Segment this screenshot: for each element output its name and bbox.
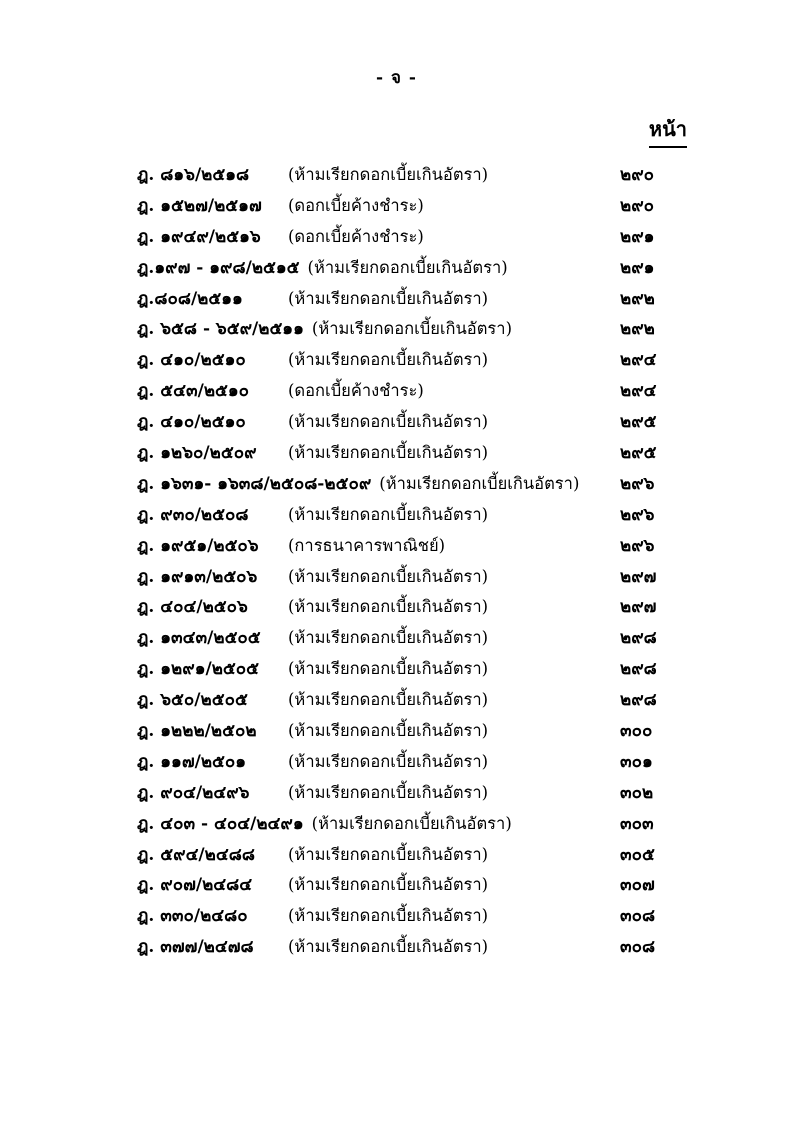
- case-topic: (ห้ามเรียกดอกเบี้ยเกินอัตรา): [288, 597, 489, 617]
- case-page-number: ๒๙๒: [620, 288, 655, 309]
- case-page-number: ๒๙๕: [620, 412, 657, 433]
- case-topic: (ห้ามเรียกดอกเบี้ยเกินอัตรา): [307, 257, 508, 277]
- case-topic: (ห้ามเรียกดอกเบี้ยเกินอัตรา): [288, 350, 489, 370]
- page-column-header: หน้า: [649, 113, 687, 148]
- case-citation: ฎ. ๔๑๐/๒๕๑๐: [137, 350, 246, 371]
- case-index-row: [0, 407, 793, 438]
- case-index-row: [0, 778, 793, 809]
- page-column-header-wrap: [0, 113, 687, 148]
- case-citation: ฎ. ๙๓๐/๒๕๐๘: [137, 504, 249, 525]
- case-citation: ฎ. ๑๕๒๗/๒๕๑๗: [137, 195, 262, 216]
- case-citation: ฎ. ๑๙๕๑/๒๕๐๖: [137, 535, 259, 556]
- case-topic: (ห้ามเรียกดอกเบี้ยเกินอัตรา): [288, 288, 489, 308]
- case-topic: (ห้ามเรียกดอกเบี้ยเกินอัตรา): [288, 690, 489, 710]
- case-index-list: [0, 160, 793, 963]
- case-citation: ฎ. ๔๐๔/๒๕๐๖: [137, 597, 248, 618]
- case-topic: (ห้ามเรียกดอกเบี้ยเกินอัตรา): [288, 937, 489, 957]
- case-topic: (ห้ามเรียกดอกเบี้ยเกินอัตรา): [288, 875, 489, 895]
- case-citation: ฎ. ๑๖๓๑- ๑๖๓๘/๒๕๐๘-๒๕๐๙: [137, 473, 372, 494]
- case-page-number: ๒๙๒: [620, 319, 655, 340]
- case-citation: ฎ.๑๙๗ - ๑๙๘/๒๕๑๕: [137, 257, 300, 278]
- case-page-number: ๒๙๐: [620, 165, 655, 185]
- case-citation: ฎ. ๑๙๑๓/๒๕๐๖: [137, 566, 258, 587]
- case-topic: (ห้ามเรียกดอกเบี้ยเกินอัตรา): [288, 566, 489, 586]
- case-topic: (การธนาคารพาณิชย์): [288, 535, 446, 555]
- case-page-number: ๒๙๖: [620, 473, 655, 494]
- case-topic: (ห้ามเรียกดอกเบี้ยเกินอัตรา): [288, 628, 489, 648]
- case-topic: (ห้ามเรียกดอกเบี้ยเกินอัตรา): [288, 782, 489, 802]
- case-citation: ฎ. ๓๓๐/๒๔๘๐: [137, 906, 248, 927]
- case-citation: ฎ. ๕๙๔/๒๔๘๘: [137, 844, 255, 865]
- case-index-row: [0, 284, 793, 315]
- case-citation: ฎ.๘๐๘/๒๕๑๑: [137, 288, 243, 309]
- case-index-row: [0, 685, 793, 716]
- case-index-row: [0, 500, 793, 531]
- case-page-number: ๒๙๘: [620, 690, 657, 711]
- case-index-row: [0, 623, 793, 654]
- case-citation: ฎ. ๘๑๖/๒๕๑๘: [137, 165, 250, 185]
- page-section-letter: - จ -: [376, 68, 417, 88]
- case-index-row: [0, 345, 793, 376]
- case-citation: ฎ. ๕๔๓/๒๕๑๐: [137, 381, 250, 402]
- case-index-row: [0, 654, 793, 685]
- case-index-row: [0, 716, 793, 747]
- case-index-row: [0, 809, 793, 840]
- case-citation: ฎ. ๔๑๐/๒๕๑๐: [137, 412, 246, 433]
- case-citation: ฎ. ๖๕๘ - ๖๕๙/๒๕๑๑: [137, 319, 304, 340]
- case-citation: ฎ. ๑๓๔๓/๒๕๐๕: [137, 628, 261, 649]
- case-page-number: ๒๙๑: [620, 257, 655, 278]
- case-topic: (ห้ามเรียกดอกเบี้ยเกินอัตรา): [288, 504, 489, 524]
- case-page-number: ๒๙๑: [620, 226, 655, 247]
- case-topic: (ห้ามเรียกดอกเบี้ยเกินอัตรา): [311, 319, 513, 339]
- case-page-number: ๓๐๘: [620, 937, 656, 958]
- case-index-row: [0, 932, 793, 963]
- case-citation: ฎ. ๑๒๙๑/๒๕๐๕: [137, 659, 260, 680]
- case-index-row: [0, 747, 793, 778]
- case-page-number: ๓๐๗: [620, 875, 655, 896]
- case-index-row: [0, 191, 793, 222]
- case-topic: (ดอกเบี้ยค้างชำระ): [288, 381, 424, 401]
- case-index-row: [0, 870, 793, 901]
- case-citation: ฎ. ๑๑๗/๒๕๐๑: [137, 751, 247, 772]
- case-topic: (ห้ามเรียกดอกเบี้ยเกินอัตรา): [311, 813, 512, 833]
- case-page-number: ๓๐๒: [620, 782, 654, 803]
- case-index-row: [0, 376, 793, 407]
- case-index-row: [0, 438, 793, 469]
- case-page-number: ๒๙๕: [620, 443, 657, 464]
- case-topic: (ดอกเบี้ยค้างชำระ): [288, 195, 424, 215]
- case-topic: (ห้ามเรียกดอกเบี้ยเกินอัตรา): [288, 659, 489, 679]
- case-citation: ฎ. ๙๐๔/๒๔๙๖: [137, 782, 250, 803]
- case-index-row: [0, 253, 793, 284]
- case-topic: (ห้ามเรียกดอกเบี้ยเกินอัตรา): [288, 165, 489, 184]
- case-page-number: ๒๙๔: [620, 381, 657, 402]
- case-topic: (ห้ามเรียกดอกเบี้ยเกินอัตรา): [288, 412, 489, 432]
- case-citation: ฎ. ๑๒๖๐/๒๕๐๙: [137, 443, 257, 464]
- case-citation: ฎ. ๓๗๗/๒๔๗๘: [137, 937, 254, 958]
- case-page-number: ๒๙๖: [620, 504, 655, 525]
- case-citation: ฎ. ๔๐๓ - ๔๐๔/๒๔๙๑: [137, 813, 304, 834]
- case-page-number: ๒๙๔: [620, 350, 657, 371]
- case-topic: (ห้ามเรียกดอกเบี้ยเกินอัตรา): [288, 751, 489, 771]
- case-index-row: [0, 160, 793, 191]
- case-page-number: ๒๙๗: [620, 597, 657, 618]
- case-index-row: [0, 222, 793, 253]
- case-page-number: ๒๙๘: [620, 628, 657, 649]
- case-index-row: [0, 531, 793, 562]
- case-citation: ฎ. ๖๕๐/๒๕๐๕: [137, 690, 248, 711]
- case-topic: (ห้ามเรียกดอกเบี้ยเกินอัตรา): [288, 721, 489, 741]
- case-index-row: [0, 901, 793, 932]
- case-citation: ฎ. ๙๐๗/๒๔๘๔: [137, 875, 253, 896]
- case-citation: ฎ. ๑๒๒๒/๒๕๐๒: [137, 721, 257, 742]
- case-page-number: ๓๐๘: [620, 906, 656, 927]
- case-page-number: ๓๐๑: [620, 751, 653, 772]
- case-page-number: ๓๐๓: [620, 813, 654, 834]
- case-index-row: [0, 592, 793, 623]
- case-index-row: [0, 469, 793, 500]
- case-page-number: ๓๐๕: [620, 844, 655, 865]
- case-page-number: ๒๙๗: [620, 566, 657, 587]
- case-index-row: [0, 314, 793, 345]
- case-page-number: ๓๐๐: [620, 721, 653, 742]
- case-page-number: ๒๙๖: [620, 535, 655, 556]
- case-page-number: ๒๙๘: [620, 659, 657, 680]
- case-topic: (ห้ามเรียกดอกเบี้ยเกินอัตรา): [288, 906, 489, 926]
- case-topic: (ห้ามเรียกดอกเบี้ยเกินอัตรา): [288, 844, 489, 864]
- case-topic: (ดอกเบี้ยค้างชำระ): [288, 226, 424, 246]
- case-topic: (ห้ามเรียกดอกเบี้ยเกินอัตรา): [288, 443, 489, 463]
- case-index-row: [0, 840, 793, 871]
- case-citation: ฎ. ๑๙๔๙/๒๕๑๖: [137, 226, 261, 247]
- case-page-number: ๒๙๐: [620, 195, 655, 216]
- case-topic: (ห้ามเรียกดอกเบี้ยเกินอัตรา): [379, 473, 580, 493]
- case-index-row: [0, 562, 793, 593]
